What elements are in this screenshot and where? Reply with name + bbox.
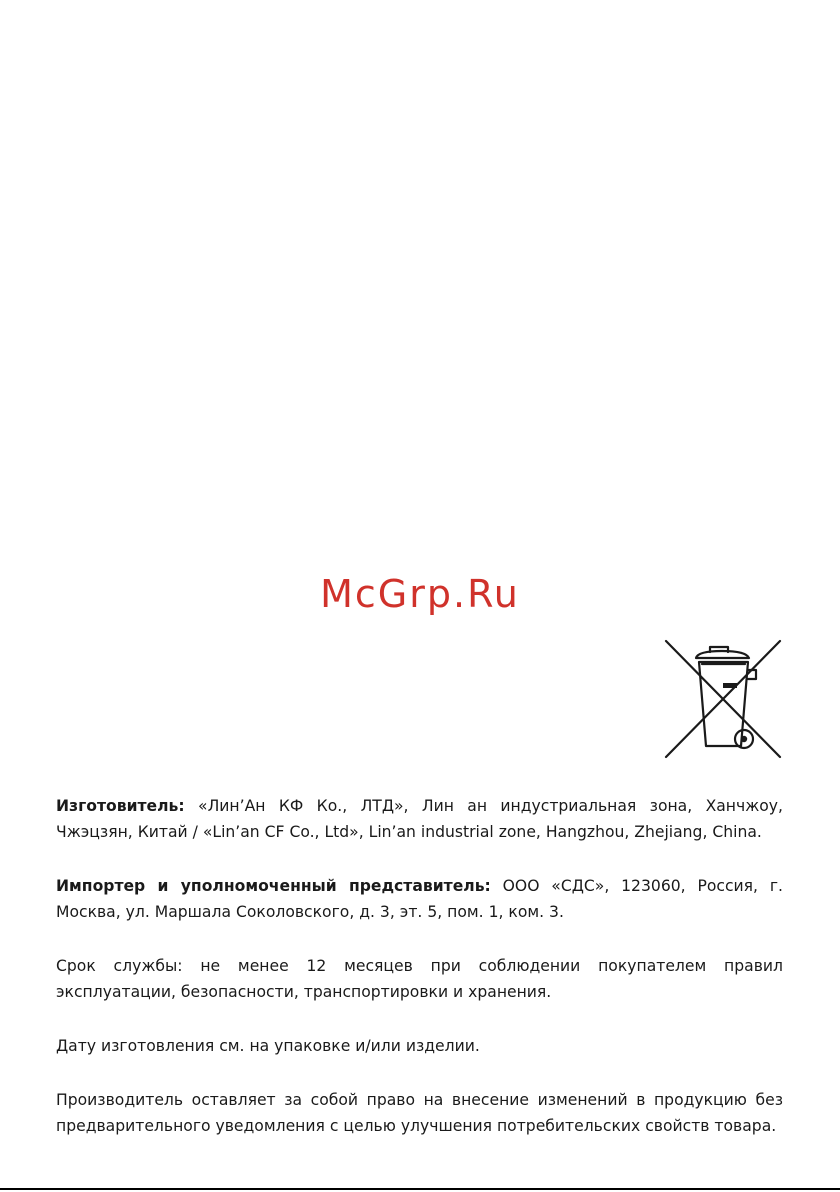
disclaimer: Производитель оставляет за собой право на внесение изменений в продукцию без предварительного уведомления с целью улучшения потребительских свойств товара. [56,1091,783,1135]
service-life: Срок службы: не менее 12 месяцев при соблюдении покупателем правил эксплуатации, безопасности, транспортировки и хранения. [56,957,783,1001]
manufacturer-info [56,793,783,845]
importer-info [56,873,783,925]
document-body [56,793,783,1167]
bottom-rule [0,1188,840,1190]
watermark: McGrp.Ru [320,572,520,616]
manufacturer-label: Изготовитель: [56,797,185,815]
manufacture-date: Дату изготовления см. на упаковке и/или изделии. [56,1037,480,1055]
importer-text: ООО «СДС», 123060, Россия, г. Москва, ул. Маршала Соколовского, д. 3, эт. 5, пом. 1, ком. 3. [56,877,783,921]
manufacturer-text: «Лин’Ан КФ Ко., ЛТД», Лин ан индустриальная зона, Ханчжоу, Чжэцзян, Китай / «Lin’an CF Co., Ltd», Lin’an industrial zone, Hangzhou, Zhejiang, China. [56,797,783,841]
importer-label: Импортер и уполномоченный представитель: [56,877,491,895]
crossed-out-wheeled-bin-icon [662,636,784,760]
